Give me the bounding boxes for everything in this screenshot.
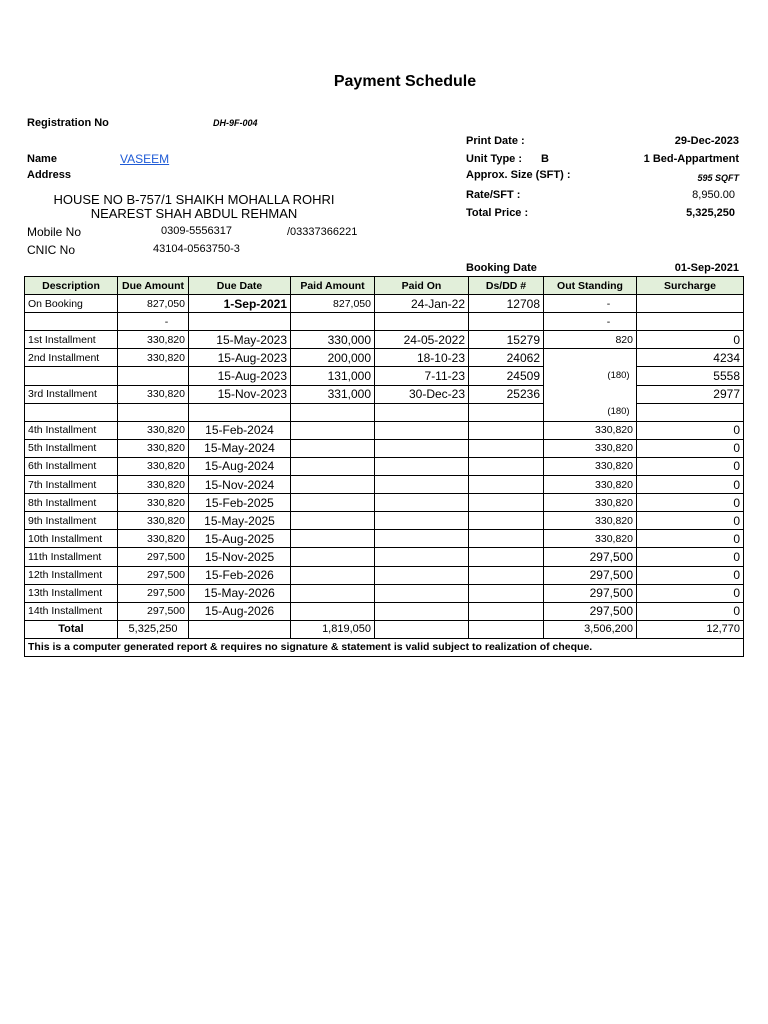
cell-description: 1st Installment [25,331,118,349]
cell-due-date: 1-Sep-2021 [189,295,291,313]
cell-surcharge: 0 [637,548,744,566]
cell-description: 5th Installment [25,439,118,457]
cell-paid-on [375,313,469,331]
rate-value: 8,950.00 [692,189,735,201]
cell-outstanding: 297,500 [544,584,637,602]
cell-paid-on [375,403,469,421]
cell-due-date: 15-Aug-2024 [189,457,291,475]
cell-description: 4th Installment [25,421,118,439]
cell-paid-amount [291,403,375,421]
column-header: Due Date [189,277,291,295]
cell-ds-dd: 25236 [469,385,544,403]
cell-paid-on [375,584,469,602]
unit-type-label: Unit Type : [466,153,523,165]
cell-outstanding: 297,500 [544,548,637,566]
cell-paid-on [375,457,469,475]
cell-outstanding: - [544,295,637,313]
cell-due-date: 15-Nov-2023 [189,385,291,403]
cell-ds-dd [469,512,544,530]
cell-outstanding: 330,820 [544,494,637,512]
cell-due-amount: 330,820 [118,439,189,457]
cell-outstanding: (180) [544,403,637,421]
cell-ds-dd: 24509 [469,367,544,385]
cell-due-date: 15-Feb-2024 [189,421,291,439]
customer-name-link[interactable]: VASEEM [120,152,170,166]
cell-surcharge: 2977 [637,385,744,403]
cell-surcharge: 0 [637,602,744,620]
cell-surcharge [637,295,744,313]
cell-outstanding: - [544,313,637,331]
cell-paid-amount: 330,000 [291,331,375,349]
cell-due-amount: 330,820 [118,476,189,494]
total-due-date [189,620,291,638]
cell-due-date: 15-Aug-2025 [189,530,291,548]
cell-outstanding: 330,820 [544,421,637,439]
cell-paid-amount [291,494,375,512]
cell-description: 6th Installment [25,457,118,475]
table-row [25,566,744,584]
cell-ds-dd [469,494,544,512]
cell-ds-dd [469,530,544,548]
cell-description: 2nd Installment [25,349,118,367]
cell-paid-amount [291,530,375,548]
cell-outstanding: 330,820 [544,457,637,475]
rate-label: Rate/SFT : [466,189,521,201]
cell-paid-amount: 331,000 [291,385,375,403]
cell-due-amount: 330,820 [118,331,189,349]
cell-surcharge: 0 [637,421,744,439]
cell-due-amount: 330,820 [118,512,189,530]
cell-description: 9th Installment [25,512,118,530]
total-label: Total [25,620,118,638]
cell-paid-amount: 131,000 [291,367,375,385]
cell-due-date: 15-Aug-2023 [189,349,291,367]
total-due-amount: 5,325,250 [118,620,189,638]
cell-due-amount [118,367,189,385]
cell-paid-amount [291,439,375,457]
column-header: Out Standing [544,277,637,295]
total-surcharge: 12,770 [637,620,744,638]
cell-paid-amount [291,548,375,566]
cell-due-date: 15-Feb-2026 [189,566,291,584]
table-row [25,512,744,530]
cell-description [25,367,118,385]
cell-due-amount: 297,500 [118,602,189,620]
mobile-value-2: /03337366221 [287,226,358,238]
print-date-label: Print Date : [466,135,525,147]
booking-date-label: Booking Date [466,262,537,274]
cell-paid-on [375,421,469,439]
total-price-value: 5,325,250 [686,207,735,219]
footer-note: This is a computer generated report & requires no signature & statement is valid subject to realization of cheque. [25,638,744,656]
cell-outstanding [544,385,637,403]
cell-description: 3rd Installment [25,385,118,403]
table-header-row [25,277,744,295]
cell-due-amount: 330,820 [118,457,189,475]
cell-paid-on: 24-Jan-22 [375,295,469,313]
cell-paid-on: 18-10-23 [375,349,469,367]
cell-due-amount: 330,820 [118,385,189,403]
cell-paid-amount [291,584,375,602]
table-row [25,439,744,457]
cell-due-date: 15-Aug-2023 [189,367,291,385]
column-header: Ds/DD # [469,277,544,295]
cell-due-date: 15-May-2025 [189,512,291,530]
registration-value: DH-9F-004 [213,118,258,128]
table-row [25,367,744,385]
cell-description: 13th Installment [25,584,118,602]
cell-paid-on: 24-05-2022 [375,331,469,349]
table-row [25,421,744,439]
cell-due-amount: 330,820 [118,494,189,512]
cell-paid-amount: 827,050 [291,295,375,313]
cell-paid-on [375,476,469,494]
cell-surcharge: 0 [637,494,744,512]
cell-due-amount: 330,820 [118,349,189,367]
name-label: Name [27,153,57,165]
cell-paid-amount [291,602,375,620]
cell-paid-on [375,439,469,457]
table-row [25,349,744,367]
cell-ds-dd [469,403,544,421]
cell-due-amount: 330,820 [118,530,189,548]
unit-type-value: 1 Bed-Appartment [643,153,739,165]
cell-paid-amount [291,476,375,494]
cell-ds-dd [469,421,544,439]
cell-ds-dd: 24062 [469,349,544,367]
cell-due-date: 15-Nov-2025 [189,548,291,566]
address-line-2: NEAREST SHAH ABDUL REHMAN [90,206,298,221]
cell-outstanding: 297,500 [544,566,637,584]
cell-ds-dd [469,439,544,457]
cell-paid-on [375,602,469,620]
address-line-1: HOUSE NO B-757/1 SHAIKH MOHALLA ROHRI [53,192,335,207]
cell-description: 10th Installment [25,530,118,548]
cell-paid-amount [291,566,375,584]
cell-due-date: 15-May-2023 [189,331,291,349]
footer-row [25,638,744,656]
cell-due-date: 15-May-2024 [189,439,291,457]
table-row [25,403,744,421]
payment-schedule-table [24,276,744,657]
cell-surcharge: 0 [637,439,744,457]
table-row [25,548,744,566]
total-paid-on [375,620,469,638]
table-row [25,295,744,313]
cell-due-amount: 297,500 [118,566,189,584]
cell-surcharge: 5558 [637,367,744,385]
cell-paid-amount [291,512,375,530]
cell-due-date: 15-May-2026 [189,584,291,602]
cell-paid-on: 30-Dec-23 [375,385,469,403]
table-row [25,385,744,403]
total-row [25,620,744,638]
cell-paid-on [375,512,469,530]
table-row [25,530,744,548]
cell-paid-amount [291,313,375,331]
cell-outstanding: 330,820 [544,512,637,530]
booking-date-value: 01-Sep-2021 [674,262,739,274]
cell-outstanding [544,349,637,367]
cell-surcharge [637,403,744,421]
column-header: Due Amount [118,277,189,295]
mobile-label: Mobile No [27,225,82,239]
cell-description: 12th Installment [25,566,118,584]
cell-due-date [189,403,291,421]
cell-due-amount [118,403,189,421]
cell-ds-dd [469,548,544,566]
table-row [25,331,744,349]
cell-due-amount: 297,500 [118,548,189,566]
cell-due-amount: 297,500 [118,584,189,602]
mobile-value-1: 0309-5556317 [161,225,232,237]
cell-surcharge: 0 [637,530,744,548]
cnic-label: CNIC No [27,243,76,257]
cell-due-date: 15-Feb-2025 [189,494,291,512]
cell-surcharge: 0 [637,476,744,494]
table-row [25,602,744,620]
cell-paid-on [375,548,469,566]
print-date-value: 29-Dec-2023 [674,135,739,147]
cell-due-date [189,313,291,331]
cell-due-date: 15-Nov-2024 [189,476,291,494]
cell-ds-dd [469,602,544,620]
column-header: Description [25,277,118,295]
table-row [25,494,744,512]
cell-surcharge: 0 [637,331,744,349]
cell-description: 11th Installment [25,548,118,566]
column-header: Surcharge [637,277,744,295]
cell-outstanding: 330,820 [544,476,637,494]
cell-paid-amount: 200,000 [291,349,375,367]
unit-type-code: B [541,153,549,165]
cell-ds-dd: 15279 [469,331,544,349]
cell-outstanding: 820 [544,331,637,349]
cell-outstanding: 297,500 [544,602,637,620]
table-row [25,476,744,494]
cell-paid-on: 7-11-23 [375,367,469,385]
cell-description [25,313,118,331]
address-label: Address [27,169,72,181]
size-label: Approx. Size (SFT) : [466,169,571,181]
cell-outstanding: 330,820 [544,439,637,457]
cell-ds-dd [469,313,544,331]
table-row [25,313,744,331]
cell-ds-dd [469,457,544,475]
cell-description: 8th Installment [25,494,118,512]
total-paid-amount: 1,819,050 [291,620,375,638]
cell-description: 14th Installment [25,602,118,620]
cell-paid-on [375,530,469,548]
cell-ds-dd [469,476,544,494]
total-ds-dd [469,620,544,638]
cell-surcharge [637,313,744,331]
cell-due-amount: 827,050 [118,295,189,313]
table-row [25,457,744,475]
column-header: Paid Amount [291,277,375,295]
registration-label: Registration No [27,117,109,129]
cnic-value: 43104-0563750-3 [153,243,240,255]
cell-paid-on [375,494,469,512]
cell-description: On Booking [25,295,118,313]
cell-paid-amount [291,421,375,439]
cell-due-amount: 330,820 [118,421,189,439]
cell-due-date: 15-Aug-2026 [189,602,291,620]
cell-ds-dd: 12708 [469,295,544,313]
total-price-label: Total Price : [466,207,529,219]
cell-description: 7th Installment [25,476,118,494]
cell-paid-amount [291,457,375,475]
cell-surcharge: 0 [637,566,744,584]
page-title: Payment Schedule [333,73,477,90]
cell-paid-on [375,566,469,584]
cell-surcharge: 0 [637,457,744,475]
table-row [25,584,744,602]
cell-due-amount: - [118,313,189,331]
cell-ds-dd [469,566,544,584]
cell-ds-dd [469,584,544,602]
total-outstanding: 3,506,200 [544,620,637,638]
cell-surcharge: 0 [637,512,744,530]
size-value: 595 SQFT [697,173,739,183]
cell-outstanding: 330,820 [544,530,637,548]
column-header: Paid On [375,277,469,295]
cell-surcharge: 4234 [637,349,744,367]
cell-outstanding: (180) [544,367,637,385]
cell-description [25,403,118,421]
cell-surcharge: 0 [637,584,744,602]
